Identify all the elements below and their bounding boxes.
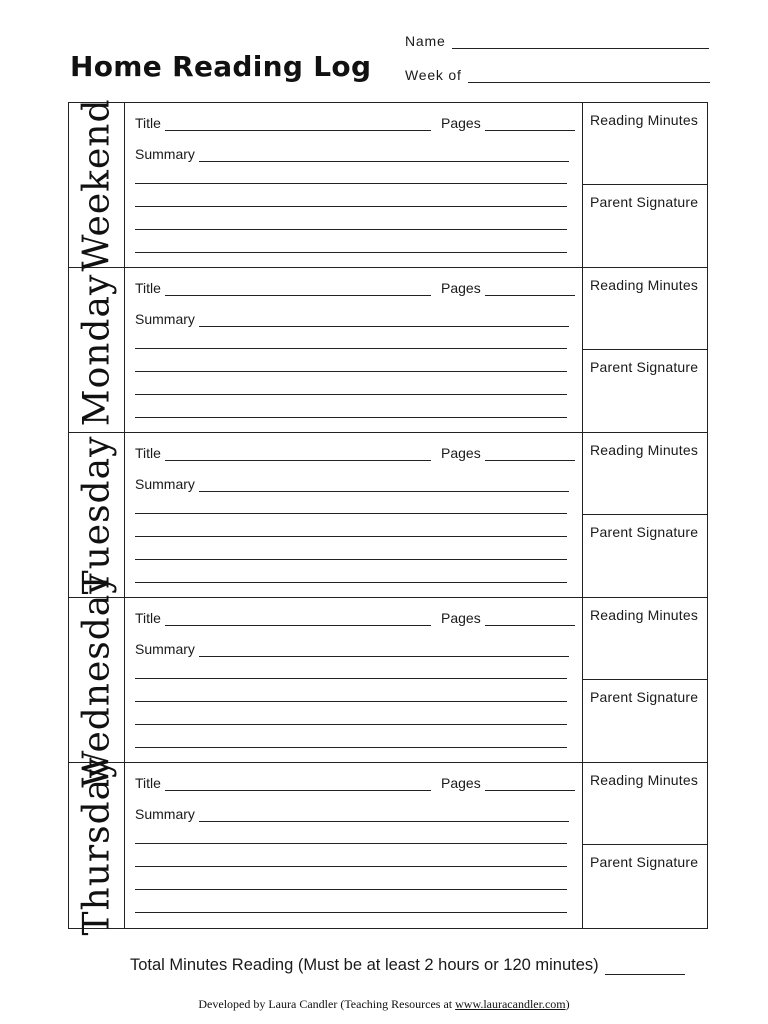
summary-line[interactable] <box>199 479 569 492</box>
parent-signature-box[interactable] <box>583 350 708 433</box>
title-field[interactable] <box>135 280 431 296</box>
week-of-field[interactable] <box>405 67 710 83</box>
summary-write-line[interactable] <box>135 889 567 890</box>
title-label: Title <box>135 115 161 131</box>
title-field[interactable] <box>135 775 431 791</box>
side-cell <box>583 598 708 762</box>
title-line[interactable] <box>165 448 431 461</box>
entry-cell <box>125 433 583 597</box>
title-label: Title <box>135 775 161 791</box>
day-cell <box>69 572 125 788</box>
day-label: Tuesday <box>76 435 118 595</box>
day-row <box>69 268 707 433</box>
day-cell <box>69 756 125 935</box>
summary-line[interactable] <box>199 149 569 162</box>
parent-signature-label: Parent Signature <box>590 359 699 375</box>
summary-write-line[interactable] <box>135 513 567 514</box>
page-title: Home Reading Log <box>70 50 372 83</box>
title-label: Title <box>135 610 161 626</box>
summary-write-line[interactable] <box>135 678 567 679</box>
pages-line[interactable] <box>485 283 575 296</box>
pages-line[interactable] <box>485 778 575 791</box>
pages-label: Pages <box>441 445 481 461</box>
title-label: Title <box>135 280 161 296</box>
pages-label: Pages <box>441 115 481 131</box>
pages-line[interactable] <box>485 118 575 131</box>
entry-cell <box>125 268 583 432</box>
footer-credit <box>0 997 768 1012</box>
summary-label: Summary <box>135 806 195 822</box>
day-row <box>69 98 707 272</box>
summary-label: Summary <box>135 641 195 657</box>
total-minutes-line[interactable] <box>605 960 685 975</box>
summary-line[interactable] <box>199 809 569 822</box>
summary-write-line[interactable] <box>135 536 567 537</box>
summary-write-line[interactable] <box>135 912 567 913</box>
reading-minutes-label: Reading Minutes <box>590 112 699 128</box>
summary-write-line[interactable] <box>135 582 567 583</box>
summary-write-line[interactable] <box>135 747 567 748</box>
day-label: Thursday <box>76 756 118 935</box>
pages-field[interactable] <box>441 610 575 626</box>
pages-label: Pages <box>441 775 481 791</box>
entry-cell <box>125 598 583 762</box>
summary-label: Summary <box>135 476 195 492</box>
parent-signature-label: Parent Signature <box>590 524 699 540</box>
parent-signature-box[interactable] <box>583 680 708 763</box>
footer-url-link[interactable]: www.lauracandler.com <box>455 997 566 1011</box>
summary-line[interactable] <box>199 644 569 657</box>
pages-label: Pages <box>441 280 481 296</box>
summary-field[interactable] <box>135 806 569 822</box>
parent-signature-box[interactable] <box>583 845 708 928</box>
summary-write-line[interactable] <box>135 724 567 725</box>
summary-write-line[interactable] <box>135 183 567 184</box>
day-row <box>69 756 707 935</box>
title-field[interactable] <box>135 445 431 461</box>
entry-cell <box>125 763 583 928</box>
pages-field[interactable] <box>441 445 575 461</box>
entry-cell <box>125 103 583 267</box>
reading-minutes-box[interactable] <box>583 103 708 185</box>
summary-write-line[interactable] <box>135 206 567 207</box>
summary-write-line[interactable] <box>135 394 567 395</box>
summary-write-line[interactable] <box>135 559 567 560</box>
week-of-line[interactable] <box>468 70 710 83</box>
day-cell <box>69 268 125 432</box>
parent-signature-label: Parent Signature <box>590 689 699 705</box>
day-cell <box>69 98 125 272</box>
total-minutes-label: Total Minutes Reading (Must be at least 2 hours or 120 minutes) <box>130 956 599 974</box>
summary-write-line[interactable] <box>135 229 567 230</box>
reading-minutes-label: Reading Minutes <box>590 607 699 623</box>
summary-write-line[interactable] <box>135 843 567 844</box>
parent-signature-label: Parent Signature <box>590 854 699 870</box>
week-of-label: Week of <box>405 67 462 83</box>
pages-line[interactable] <box>485 613 575 626</box>
side-cell <box>583 268 708 432</box>
summary-field[interactable] <box>135 146 569 162</box>
title-field[interactable] <box>135 610 431 626</box>
summary-write-line[interactable] <box>135 417 567 418</box>
title-line[interactable] <box>165 778 431 791</box>
pages-label: Pages <box>441 610 481 626</box>
title-line[interactable] <box>165 613 431 626</box>
reading-minutes-box[interactable] <box>583 598 708 680</box>
pages-line[interactable] <box>485 448 575 461</box>
side-cell <box>583 103 708 267</box>
day-label: Wednesday <box>76 572 118 788</box>
side-cell <box>583 763 708 928</box>
reading-minutes-label: Reading Minutes <box>590 277 699 293</box>
summary-line[interactable] <box>199 314 569 327</box>
reading-minutes-label: Reading Minutes <box>590 772 699 788</box>
summary-field[interactable] <box>135 311 569 327</box>
day-label: Monday <box>76 273 118 427</box>
summary-field[interactable] <box>135 476 569 492</box>
pages-field[interactable] <box>441 280 575 296</box>
title-line[interactable] <box>165 283 431 296</box>
summary-write-line[interactable] <box>135 348 567 349</box>
reading-minutes-label: Reading Minutes <box>590 442 699 458</box>
total-minutes-field[interactable] <box>130 956 685 975</box>
summary-label: Summary <box>135 146 195 162</box>
title-line[interactable] <box>165 118 431 131</box>
reading-log-table <box>68 98 708 935</box>
summary-write-line[interactable] <box>135 371 567 372</box>
parent-signature-box[interactable] <box>583 515 708 598</box>
summary-write-line[interactable] <box>135 252 567 253</box>
name-label: Name <box>405 33 446 49</box>
reading-minutes-box[interactable] <box>583 268 708 350</box>
title-label: Title <box>135 445 161 461</box>
summary-label: Summary <box>135 311 195 327</box>
reading-minutes-box[interactable] <box>583 433 708 515</box>
footer-suffix: ) <box>565 997 570 1011</box>
summary-write-line[interactable] <box>135 866 567 867</box>
day-row <box>69 433 707 598</box>
reading-minutes-box[interactable] <box>583 763 708 845</box>
parent-signature-box[interactable] <box>583 185 708 268</box>
day-label: Weekend <box>76 98 118 272</box>
side-cell <box>583 433 708 597</box>
parent-signature-label: Parent Signature <box>590 194 699 210</box>
footer-prefix: Developed by Laura Candler (Teaching Resources at <box>198 997 456 1011</box>
pages-field[interactable] <box>441 115 575 131</box>
summary-field[interactable] <box>135 641 569 657</box>
name-line[interactable] <box>452 36 709 49</box>
day-row <box>69 572 707 788</box>
summary-write-line[interactable] <box>135 701 567 702</box>
name-field[interactable] <box>405 33 709 49</box>
title-field[interactable] <box>135 115 431 131</box>
pages-field[interactable] <box>441 775 575 791</box>
